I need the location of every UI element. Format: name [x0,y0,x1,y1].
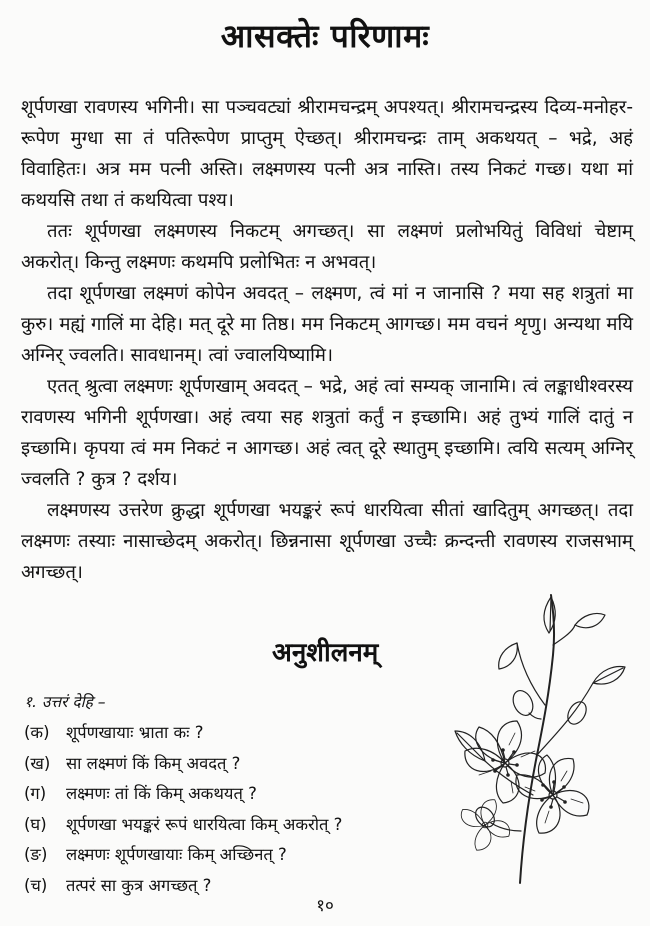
question-label: (च) [24,875,48,895]
question-item [24,718,444,749]
page-title: आसक्तेः परिणामः [220,17,430,55]
question-item [24,749,444,780]
question-text: लक्ष्मणः तां किं किम् अकथयत् ? [66,784,257,803]
passage-paragraph-1: शूर्पणखा रावणस्य भगिनी। सा पञ्चवट्यां श्रीरामचन्द्रम् अपश्यत्। श्रीरामचन्द्रस्य दिव्य-मनोहर-रूपेण मुग्धा सा तं पतिरूपेण प्राप्तुम् ऐच्छत्। श्रीरामचन्द्रः ताम् अकथयत् – भद्रे, अहं विवाहितः। अत्र मम पत्नी अस्ति। लक्ष्मणस्य पत्नी अत्र नास्ति। तस्य निकटं गच्छ। यथा मां कथयसि तथा तं कथयित्वा पश्य। [21,97,633,211]
question-item [24,810,444,841]
passage-paragraph-5: लक्ष्मणस्य उत्तरेण क्रुद्धा शूर्पणखा भयङ्करं रूपं धारयित्वा सीतां खादितुम् अगच्छत्। तदा लक्ष्मणः तस्याः नासाच्छेदम् अकरोत्। छिन्ननासा शूर्पणखा उच्चैः क्रन्दन्ती रावणस्य राजसभाम् अगच्छत्। [21,500,633,583]
question-label: (ङ) [24,845,48,864]
passage-paragraph-3: तदा शूर्पणखा लक्ष्मणं कोपेन अवदत् – लक्ष्मण, त्वं मां न जानासि ? मया सह शत्रुतां मा कुरु। मह्यं गालिं मा देहि। मत् दूरे मा तिष्ठ। मम निकटम् आगच्छ। मम वचनं शृणु। अन्यथा मयि अग्निर् ज्वलति। सावधानम्। त्वां ज्वालयिष्यामि। [21,283,633,366]
passage-paragraph-4: एतत् श्रुत्वा लक्ष्मणः शूर्पणखाम् अवदत् – भद्रे, अहं त्वां सम्यक् जानामि। त्वं लङ्काधीश्वरस्य रावणस्य भगिनी शूर्पणखा। अहं त्वया सह शत्रुतां कर्तुं न इच्छामि। अहं तुभ्यं गालिं दातुं न इच्छामि। कृपया त्वं मम निकटं न आगच्छ। अहं त्वत् दूरे स्थातुम् इच्छामि। त्वयि सत्यम् अग्निर् ज्वलति ? कुत्र ? दर्शय। [21,376,633,490]
question-text: लक्ष्मणः शूर्पणखायाः किम् अच्छिनत् ? [66,845,287,864]
question-text: शूर्पणखा भयङ्करं रूपं धारयित्वा किम् अकरोत् ? [66,814,343,834]
question-label: (क) [24,723,50,742]
question-text: शूर्पणखायाः भ्राता कः ? [66,723,204,742]
exercise-instruction: १. उत्तरं देहि – [24,693,106,711]
question-label: (ग) [24,784,47,803]
exercise-section [24,690,444,901]
question-label: (ख) [24,753,51,773]
question-text: सा लक्ष्मणं किं किम् अवदत् ? [66,753,241,773]
exercise-heading: अनुशीलनम् [272,638,379,668]
question-item [24,840,444,871]
question-item [24,779,444,810]
story-passage [21,92,633,588]
passage-paragraph-2: ततः शूर्पणखा लक्ष्मणस्य निकटम् अगच्छत्। सा लक्ष्मणं प्रलोभयितुं विविधां चेष्टाम् अकरोत्। किन्तु लक्ष्मणः कथमपि प्रलोभितः न अभवत्। [21,221,633,273]
question-label: (घ) [24,814,47,834]
page-number: १० [316,896,334,916]
flower-branch-illustration [425,585,650,885]
question-text: तत्परं सा कुत्र अगच्छत् ? [66,875,212,895]
